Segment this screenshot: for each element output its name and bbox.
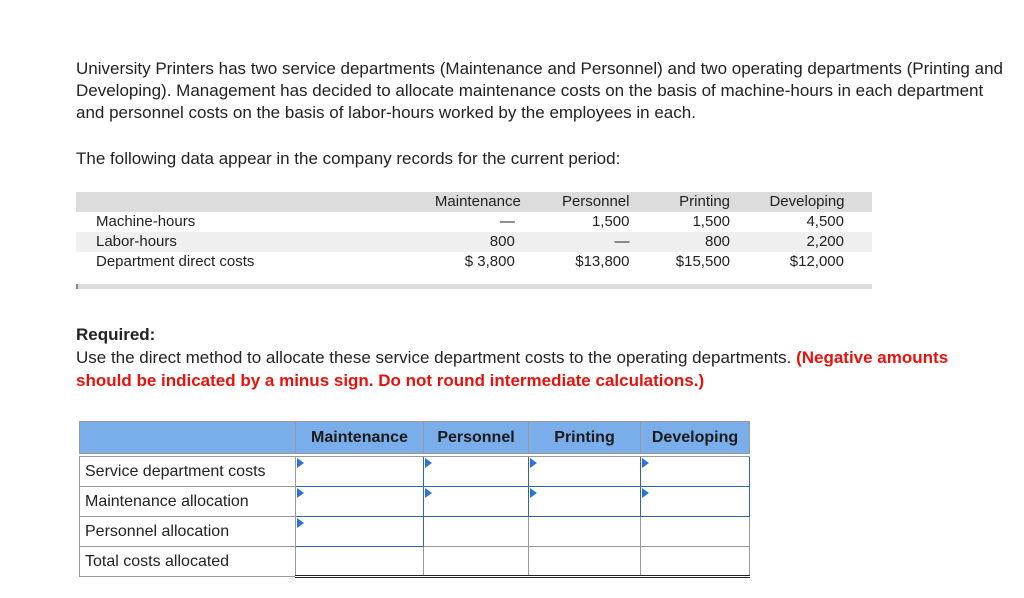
total-developing-cell: [641, 547, 750, 577]
department-data-table: [76, 192, 872, 292]
answer-row-label: Personnel allocation: [80, 517, 296, 547]
cell-value: 1,500: [531, 212, 642, 232]
service-costs-developing-input[interactable]: [641, 457, 750, 487]
cell-value: —: [531, 232, 642, 252]
cell-value: —: [387, 212, 531, 232]
table-row: [76, 232, 872, 252]
service-costs-printing-input[interactable]: [529, 457, 641, 487]
row-label: Department direct costs: [76, 252, 387, 272]
header-personnel: Personnel: [531, 192, 642, 212]
problem-lead: The following data appear in the company records for the current period:: [76, 149, 621, 168]
table-row: [76, 212, 872, 232]
cell-value: 800: [641, 232, 742, 252]
answer-row-total: [80, 547, 750, 577]
maintenance-allocation-personnel-input[interactable]: [424, 487, 529, 517]
answer-row-service-costs: [80, 457, 750, 487]
total-maintenance-cell: [296, 547, 424, 577]
answer-table-header: [80, 422, 750, 454]
answer-row-label: Maintenance allocation: [80, 487, 296, 517]
problem-intro: University Printers has two service departments (Maintenance and Personnel) and two operating departments (Printing and Developing). Management has decided to allocate maintenance costs on the basis of machine-hours in each department and personnel costs on the basis of labor-hours worked by the employees in each.: [76, 59, 1003, 122]
cell-value: 1,500: [641, 212, 742, 232]
allocation-answer-table: [79, 421, 750, 578]
personnel-allocation-developing-cell: [641, 517, 750, 547]
answer-header-developing: Developing: [641, 422, 750, 454]
row-label: Labor-hours: [76, 232, 387, 252]
cell-value: $13,800: [531, 252, 642, 272]
answer-header-maintenance: Maintenance: [296, 422, 424, 454]
personnel-allocation-printing-cell: [529, 517, 641, 547]
header-printing: Printing: [641, 192, 742, 212]
cell-value: $ 3,800: [387, 252, 531, 272]
required-note: (Negative amounts should be indicated by a minus sign. Do not round intermediate calculations.): [76, 348, 949, 390]
cell-value: 800: [387, 232, 531, 252]
row-label: Machine-hours: [76, 212, 387, 232]
personnel-allocation-maintenance-input[interactable]: [296, 517, 424, 547]
personnel-allocation-personnel-cell: [424, 517, 529, 547]
answer-header-printing: Printing: [529, 422, 641, 454]
answer-row-personnel-allocation: [80, 517, 750, 547]
cell-value: 2,200: [742, 232, 872, 252]
cell-value: $12,000: [742, 252, 872, 272]
maintenance-allocation-printing-input[interactable]: [529, 487, 641, 517]
answer-row-label: Service department costs: [80, 457, 296, 487]
total-personnel-cell: [424, 547, 529, 577]
service-costs-personnel-input[interactable]: [424, 457, 529, 487]
service-costs-maintenance-input[interactable]: [296, 457, 424, 487]
total-printing-cell: [529, 547, 641, 577]
required-text: Use the direct method to allocate these service department costs to the operating departments.: [76, 348, 797, 367]
table-row: [76, 252, 872, 272]
required-section: [76, 323, 1006, 392]
answer-row-label: Total costs allocated: [80, 547, 296, 577]
answer-row-maintenance-allocation: [80, 487, 750, 517]
data-table-header: [76, 192, 872, 212]
required-title: Required:: [76, 325, 156, 344]
header-developing: Developing: [742, 192, 872, 212]
maintenance-allocation-maintenance-input[interactable]: [296, 487, 424, 517]
header-maintenance: Maintenance: [387, 192, 531, 212]
table-bottom-rule: [76, 284, 872, 289]
answer-header-personnel: Personnel: [424, 422, 529, 454]
maintenance-allocation-developing-input[interactable]: [641, 487, 750, 517]
cell-value: 4,500: [742, 212, 872, 232]
cell-value: $15,500: [641, 252, 742, 272]
